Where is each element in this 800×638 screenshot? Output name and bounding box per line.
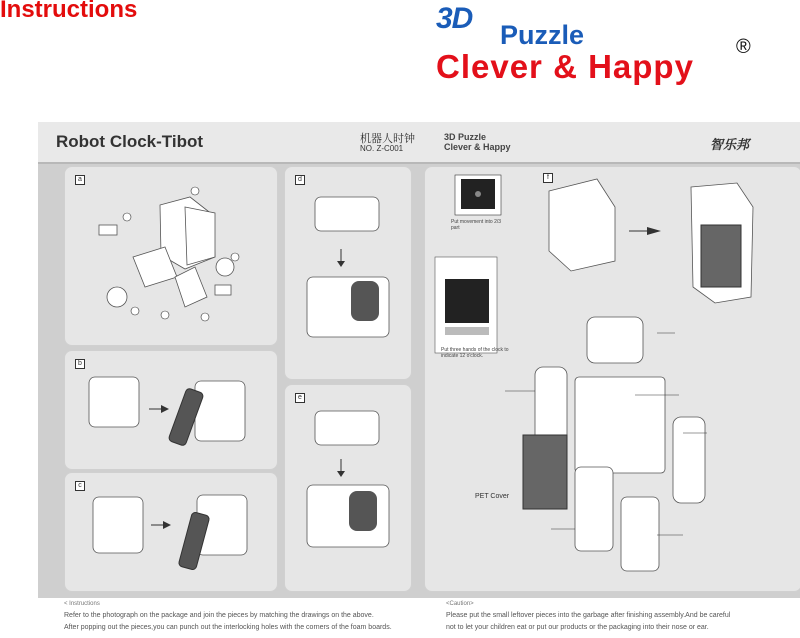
right-leg-assembly-drawing	[285, 385, 411, 591]
movement-note: Put movement into 2/3 part	[451, 219, 502, 231]
registered-mark: ®	[736, 36, 751, 58]
left-leg-assembly-drawing	[285, 167, 411, 379]
step-panel-c	[64, 472, 278, 592]
sheet-title: Robot Clock-Tibot	[56, 132, 203, 151]
sheet-small-logo-top: 3D Puzzle	[444, 132, 487, 142]
pet-cover-label: PET Cover	[475, 493, 510, 500]
model-number: NO. Z-C001	[360, 144, 404, 153]
instructions-label: < Instructions	[64, 601, 100, 607]
sheet-small-logo-bottom: Clever & Happy	[444, 142, 511, 152]
step-label-d: d	[295, 175, 305, 185]
step-panel-b	[64, 350, 278, 470]
step-label-e: e	[295, 393, 305, 403]
step-label-a: a	[75, 175, 85, 185]
instruction-sheet	[38, 122, 800, 638]
step-panel-f	[424, 166, 800, 592]
step-label-b: b	[75, 359, 85, 369]
brand-puzzle-word: Puzzle	[500, 20, 585, 50]
instructions-line-2: After popping out the pieces,you can punch out the interlocking holes with the corners of the foam boards.	[64, 624, 392, 631]
brand-3d-mark: 3D	[436, 2, 473, 35]
left-arm-assembly-drawing	[65, 351, 277, 469]
right-arm-assembly-drawing	[65, 473, 277, 591]
sheet-small-logo	[444, 132, 511, 152]
page-title: Instructions	[0, 0, 138, 23]
step-label-c: c	[75, 481, 85, 491]
step-panel-d	[284, 166, 412, 380]
step-panel-e	[284, 384, 412, 592]
instructions-line-1: Refer to the photograph on the package and join the pieces by matching the drawings on the above.	[64, 612, 374, 619]
robot-head-assembly-drawing	[65, 167, 277, 345]
sheet-footer	[38, 598, 800, 638]
step-label-f: f	[543, 173, 553, 183]
caution-label: <Caution>	[446, 601, 474, 607]
step-panel-a	[64, 166, 278, 346]
caution-line-2: not to let your children eat or put our products or the packaging into their nose or ear.	[446, 624, 709, 631]
caution-line-1: Please put the small leftover pieces into the garbage after finishing assembly.And be careful	[446, 612, 731, 619]
sheet-chinese-title: 机器人时钟	[360, 133, 415, 145]
brand-tagline: Clever & Happy	[436, 48, 694, 85]
corner-logo: 智乐邦	[710, 137, 750, 152]
hands-note: Put three hands of the clock to indicate 12 o'clock.	[441, 347, 509, 359]
sheet-header	[38, 122, 800, 164]
brand-logo	[436, 0, 776, 92]
